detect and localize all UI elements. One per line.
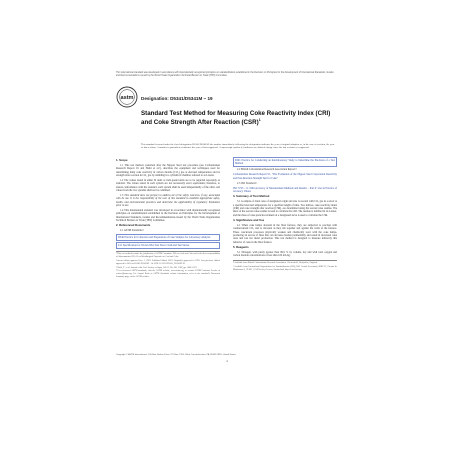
- section-heading-references: 2. Referenced Documents: [116, 223, 151, 228]
- title-footnote-mark: 1: [258, 118, 261, 123]
- paragraph: 2.2 British Carbonization Research Association Report:⁴: [237, 168, 297, 172]
- standard-issuance-note: This standard is issued under the fixed designation D5341/D5341M; the number immediately following the designation indicates the year of original adoption or, in the case of revision, the year of last revision. A number in parentheses indicates the year of last reapproval. A superscript epsilon (ε) indicates an editorial change since the last revision or reapproval.: [141, 143, 335, 150]
- paragraph: 2.1 ASTM Standards:³: [120, 229, 144, 233]
- section-heading-significance: 4. Significance and Use: [233, 217, 265, 222]
- reference-link[interactable]: ISO 5725 – 6: 1994 Accuracy of Measurement Methods and Results – Part 6: Use in Practice of Accuracy Values: [233, 186, 337, 193]
- paragraph: 1.2 The values stated in either SI units or inch-pound units are to be regarded separately as standard. The values stated in each system are not necessarily exact equivalents; therefore, to ensure conformance with the standard, each system shall be used independently of the other, and values from the two systems shall not be combined.: [116, 178, 220, 192]
- reference-link[interactable]: D346 Practice for Collection and Preparation of Coke Samples for Laboratory Analysis: [116, 234, 220, 241]
- paragraph: 2.3 ISO Standard:⁵: [237, 181, 257, 185]
- page-number: 1: [226, 359, 228, 363]
- title-text: Standard Test Method for Measuring Coke Reactivity Index (CRI) and Coke Strength After Reaction (CSR): [141, 110, 331, 127]
- footnote: ¹ This test method is under the jurisdiction of ASTM Committee D05 on Coal and Coke and is the direct responsibility of Subcommittee D05.15 on Metallurgical Properties of Coal and Coke.: [116, 253, 220, 259]
- paragraph: 1.3 This standard does not purport to address all of the safety concerns, if any, associated with its use. It is the responsibility of the user of this standard to establish appropriate safety, health, and environmental practices and determine the applicability of regulatory limitations prior to use.: [116, 193, 220, 207]
- footnote: ⁵ Available from International Organization for Standardization (ISO), ISO Central Secretariat, BIBC II, Chemin de Blandonnet 8, CP 401, 1214 Vernier, Geneva, Switzerland, http://www.iso.org.: [233, 265, 337, 271]
- footnotes: [116, 251, 220, 279]
- footnote: ⁴ Available from British Carbonisation Research Association, Chesterfield, Derbyshire, England.: [233, 262, 318, 265]
- paragraph: 5.1 Nitrogen, with purity greater than 99.9 % by volume, dry and with total oxygen and carbon dioxide concentrations of less than 100 mL/kg.: [233, 250, 337, 258]
- footnote: ² Nishi, T., et al. Journal of the Fuel Society of Japan, Vol 61, No. 661, 1982, pp. 1066–1073.: [116, 266, 198, 269]
- section-heading-summary: 3. Summary of Test Method: [233, 194, 270, 199]
- section-heading-scope: 1. Scope: [116, 158, 128, 162]
- section-heading-reagents: 5. Reagents: [233, 244, 249, 249]
- paragraph: 3.1 A sample of dried coke of designated origin and size is reacted with CO₂ gas in a retort at a specified elevated temperature for a specified length of time. Two indices, coke reactivity index (CRI) and coke strength after reaction (CSR), are determined using the reacted coke residue. The mass of the reacted coke residue is used to calculate the CRI. The residue is tumbled in an I-tester, and the mass of coke particles retained on a designated sieve is used to calculate the CSR.: [233, 200, 337, 217]
- reference-link[interactable]: E11 Specification for Woven Wire Test Sieve Cloth and Test Sieves: [116, 242, 220, 249]
- designation: Designation: D5341/D5341M − 19: [141, 96, 213, 101]
- paragraph: 4.1 When coke lumps descend in the blast furnace, they are subjected to reaction with countercurrent CO₂ and to abrasion as they rub together and against the walls of the furnace. These concurrent processes physically weaken and chemically react with the coke lumps, producing an excess of fines that can decrease burden permeability and result in increased coke rates and lost hot metal production. This test method is designed to measure indirectly this behavior of coke in the blast furnace.: [233, 223, 337, 244]
- footnote: Current edition approved Jan. 1, 2019. Published March 2019. Originally approved in 1993. Last previous edition approved in 2014 as D5341/D5341M – 14. DOI: 10.1520/D5341_D5341M-19.: [116, 259, 220, 265]
- reference-link[interactable]: Carbonization Research Report 91, "The Evaluation of the Nippon Steel Corporation Reactivity and Post-Reaction Strength Test for Coke": [233, 173, 337, 180]
- left-column: [116, 157, 220, 280]
- astm-logo: [116, 86, 138, 108]
- reference-link[interactable]: E691 Practice for Conducting an Interlaboratory Study to Determine the Precision of a Test Method: [235, 158, 335, 165]
- paragraph: 1.1 This test method, patterned after the Nippon Steel test procedure (see Carbonization Research Report 91 and Nishi et al.²), describes the equipment and techniques used for determining lump coke reactivity in carbon dioxide (CO₂) gas at elevated temperatures and its strength after reaction in CO₂ gas by tumbling in a cylindrical chamber referred to as I-tester.: [116, 163, 220, 177]
- right-column: [233, 157, 337, 273]
- wto-notice: This international standard was developed in accordance with internationally recognized principles on standardization established in the Decision on Principles for the Development of International Standards, Guides and Recommendations issued by the World Trade Organization Technical Barriers to Trade (TBT) Committee.: [116, 72, 334, 78]
- document-title: [141, 110, 331, 127]
- footnote: ³ For referenced ASTM standards, visit the ASTM website, www.astm.org, or contact ASTM Customer Service at service@astm.org. For Annual Book of ASTM Standards volume information, refer to the standard's Document Summary page on the ASTM website.: [116, 270, 220, 279]
- copyright-line: Copyright © ASTM International, 100 Barr Harbor Drive, PO Box C700, West Conshohocken, PA 19428-2959. United States: [116, 354, 236, 356]
- svg-text:astm: astm: [120, 95, 134, 102]
- footnotes: [233, 260, 337, 272]
- paragraph: 1.4 This international standard was developed in accordance with internationally recognized principles on standardization established in the Decision on Principles for the Development of International Standards, Guides and Recommendations issued by the World Trade Organization Technical Barriers to Trade (TBT) Committee.: [116, 208, 220, 222]
